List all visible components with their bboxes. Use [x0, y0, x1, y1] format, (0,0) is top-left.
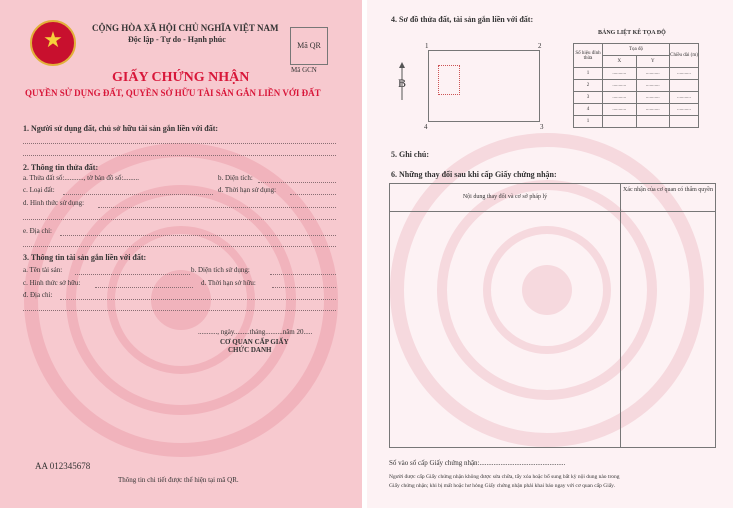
section4-heading: 4. Sơ đồ thửa đất, tài sản gắn liền với đất:: [391, 15, 534, 24]
coord-edge-length: [670, 80, 699, 92]
parcel-number-field: a. Thửa đất số:..........., tờ bản đồ số:.........: [23, 174, 140, 182]
coord-edge-length: ...........: [670, 68, 699, 80]
coord-edge-length: [670, 116, 699, 128]
asset-address-field: đ. Địa chỉ:: [23, 291, 53, 299]
coord-y-value: ...........: [636, 68, 670, 80]
coord-point-id: 2: [574, 80, 603, 92]
north-letter: B: [398, 76, 407, 90]
changes-col-confirmation: Xác nhận của cơ quan có thẩm quyền: [621, 184, 716, 212]
coord-y-value: [636, 116, 670, 128]
issuing-agency: CƠ QUAN CẤP GIẤY: [220, 338, 289, 346]
signature-date: ..........., ngày.........tháng..........năm 20.....: [198, 328, 313, 336]
coord-col-point: Số hiệu đỉnh thửa: [574, 44, 603, 68]
coord-col-x: X: [603, 56, 637, 68]
coord-point-id: 1: [574, 68, 603, 80]
coord-x-value: ...........: [603, 104, 637, 116]
corner-label-2: 2: [538, 42, 542, 50]
table-row: [574, 104, 699, 116]
ownership-term-field: d. Thời hạn sở hữu:: [201, 279, 256, 287]
changes-confirmation-cell: [621, 212, 716, 448]
table-row: [574, 80, 699, 92]
area-field: b. Diện tích:: [218, 174, 253, 182]
coord-y-value: ...........: [636, 104, 670, 116]
document-title: GIẤY CHỨNG NHẬN: [112, 70, 250, 85]
table-row: [574, 92, 699, 104]
coord-table-title: BẢNG LIỆT KÊ TỌA ĐỘ: [598, 30, 666, 36]
usage-term-field: d. Thời hạn sử dụng:: [218, 186, 277, 194]
coord-col-y: Y: [636, 56, 670, 68]
coord-x-value: [603, 116, 637, 128]
coord-col-edge: Chiều dài (m): [670, 44, 699, 68]
section2-heading: 2. Thông tin thửa đất:: [23, 163, 99, 172]
coord-y-value: ...........: [636, 80, 670, 92]
qr-code-box: Mã QR: [290, 27, 328, 65]
coord-y-value: ...........: [636, 92, 670, 104]
qr-footer-note: Thông tin chi tiết được thể hiện tại mã QR.: [118, 476, 239, 484]
coord-point-id: 1: [574, 116, 603, 128]
gcn-code-label: Mã GCN: [291, 66, 317, 74]
legal-note-line2: Giấy chứng nhận; khi bị mất hoặc hư hỏng Giấy chứng nhận phải khai báo ngay với cơ quan cấp Giấy.: [389, 483, 615, 489]
coord-col-coord: Tọa độ: [603, 44, 670, 56]
parcel-address-field: e. Địa chỉ:: [23, 227, 52, 235]
coord-point-id: 3: [574, 92, 603, 104]
signer-title: CHỨC DANH: [228, 346, 272, 354]
changes-table: [389, 183, 716, 448]
changes-col-content: Nội dung thay đổi và cơ sở pháp lý: [390, 184, 621, 212]
ownership-form-field: c. Hình thức sở hữu:: [23, 279, 81, 287]
land-type-field: c. Loại đất:: [23, 186, 55, 194]
coord-x-value: ...........: [603, 68, 637, 80]
coord-x-value: ...........: [603, 80, 637, 92]
national-name: CỘNG HÒA XÃ HỘI CHỦ NGHĨA VIỆT NAM: [92, 23, 279, 33]
serial-number: AA 012345678: [35, 461, 91, 471]
diagram-inner-box: [438, 65, 460, 95]
corner-label-3: 3: [540, 123, 544, 131]
coord-table: [573, 43, 699, 128]
coord-point-id: 4: [574, 104, 603, 116]
table-row: [574, 116, 699, 128]
coord-x-value: ...........: [603, 92, 637, 104]
document-subtitle: QUYỀN SỬ DỤNG ĐẤT, QUYỀN SỞ HỮU TÀI SẢN GẮN LIỀN VỚI ĐẤT: [25, 88, 321, 98]
table-row: [574, 68, 699, 80]
corner-label-4: 4: [424, 123, 428, 131]
section1-heading: 1. Người sử dụng đất, chủ sở hữu tài sản gắn liền với đất:: [23, 124, 219, 133]
coord-edge-length: ...........: [670, 92, 699, 104]
section5-heading: 5. Ghi chú:: [391, 150, 430, 159]
coord-edge-length: ...........: [670, 104, 699, 116]
legal-note-line1: Người được cấp Giấy chứng nhận không được sửa chữa, tẩy xóa hoặc bổ sung bất kỳ nội dung nào trong: [389, 474, 620, 480]
section3-heading: 3. Thông tin tài sản gắn liền với đất:: [23, 253, 147, 262]
national-motto: Độc lập - Tự do - Hạnh phúc: [128, 35, 226, 44]
national-emblem-icon: ★: [30, 20, 76, 66]
changes-content-cell: [390, 212, 621, 448]
registry-number: Số vào sổ cấp Giấy chứng nhận:.................................................: [389, 459, 566, 467]
section6-heading: 6. Những thay đổi sau khi cấp Giấy chứng nhận:: [391, 170, 557, 179]
usage-form-field: d. Hình thức sử dụng:: [23, 199, 85, 207]
asset-name-field: a. Tên tài sản:: [23, 266, 63, 274]
corner-label-1: 1: [425, 42, 429, 50]
asset-area-field: b. Diện tích sử dụng:: [191, 266, 250, 274]
